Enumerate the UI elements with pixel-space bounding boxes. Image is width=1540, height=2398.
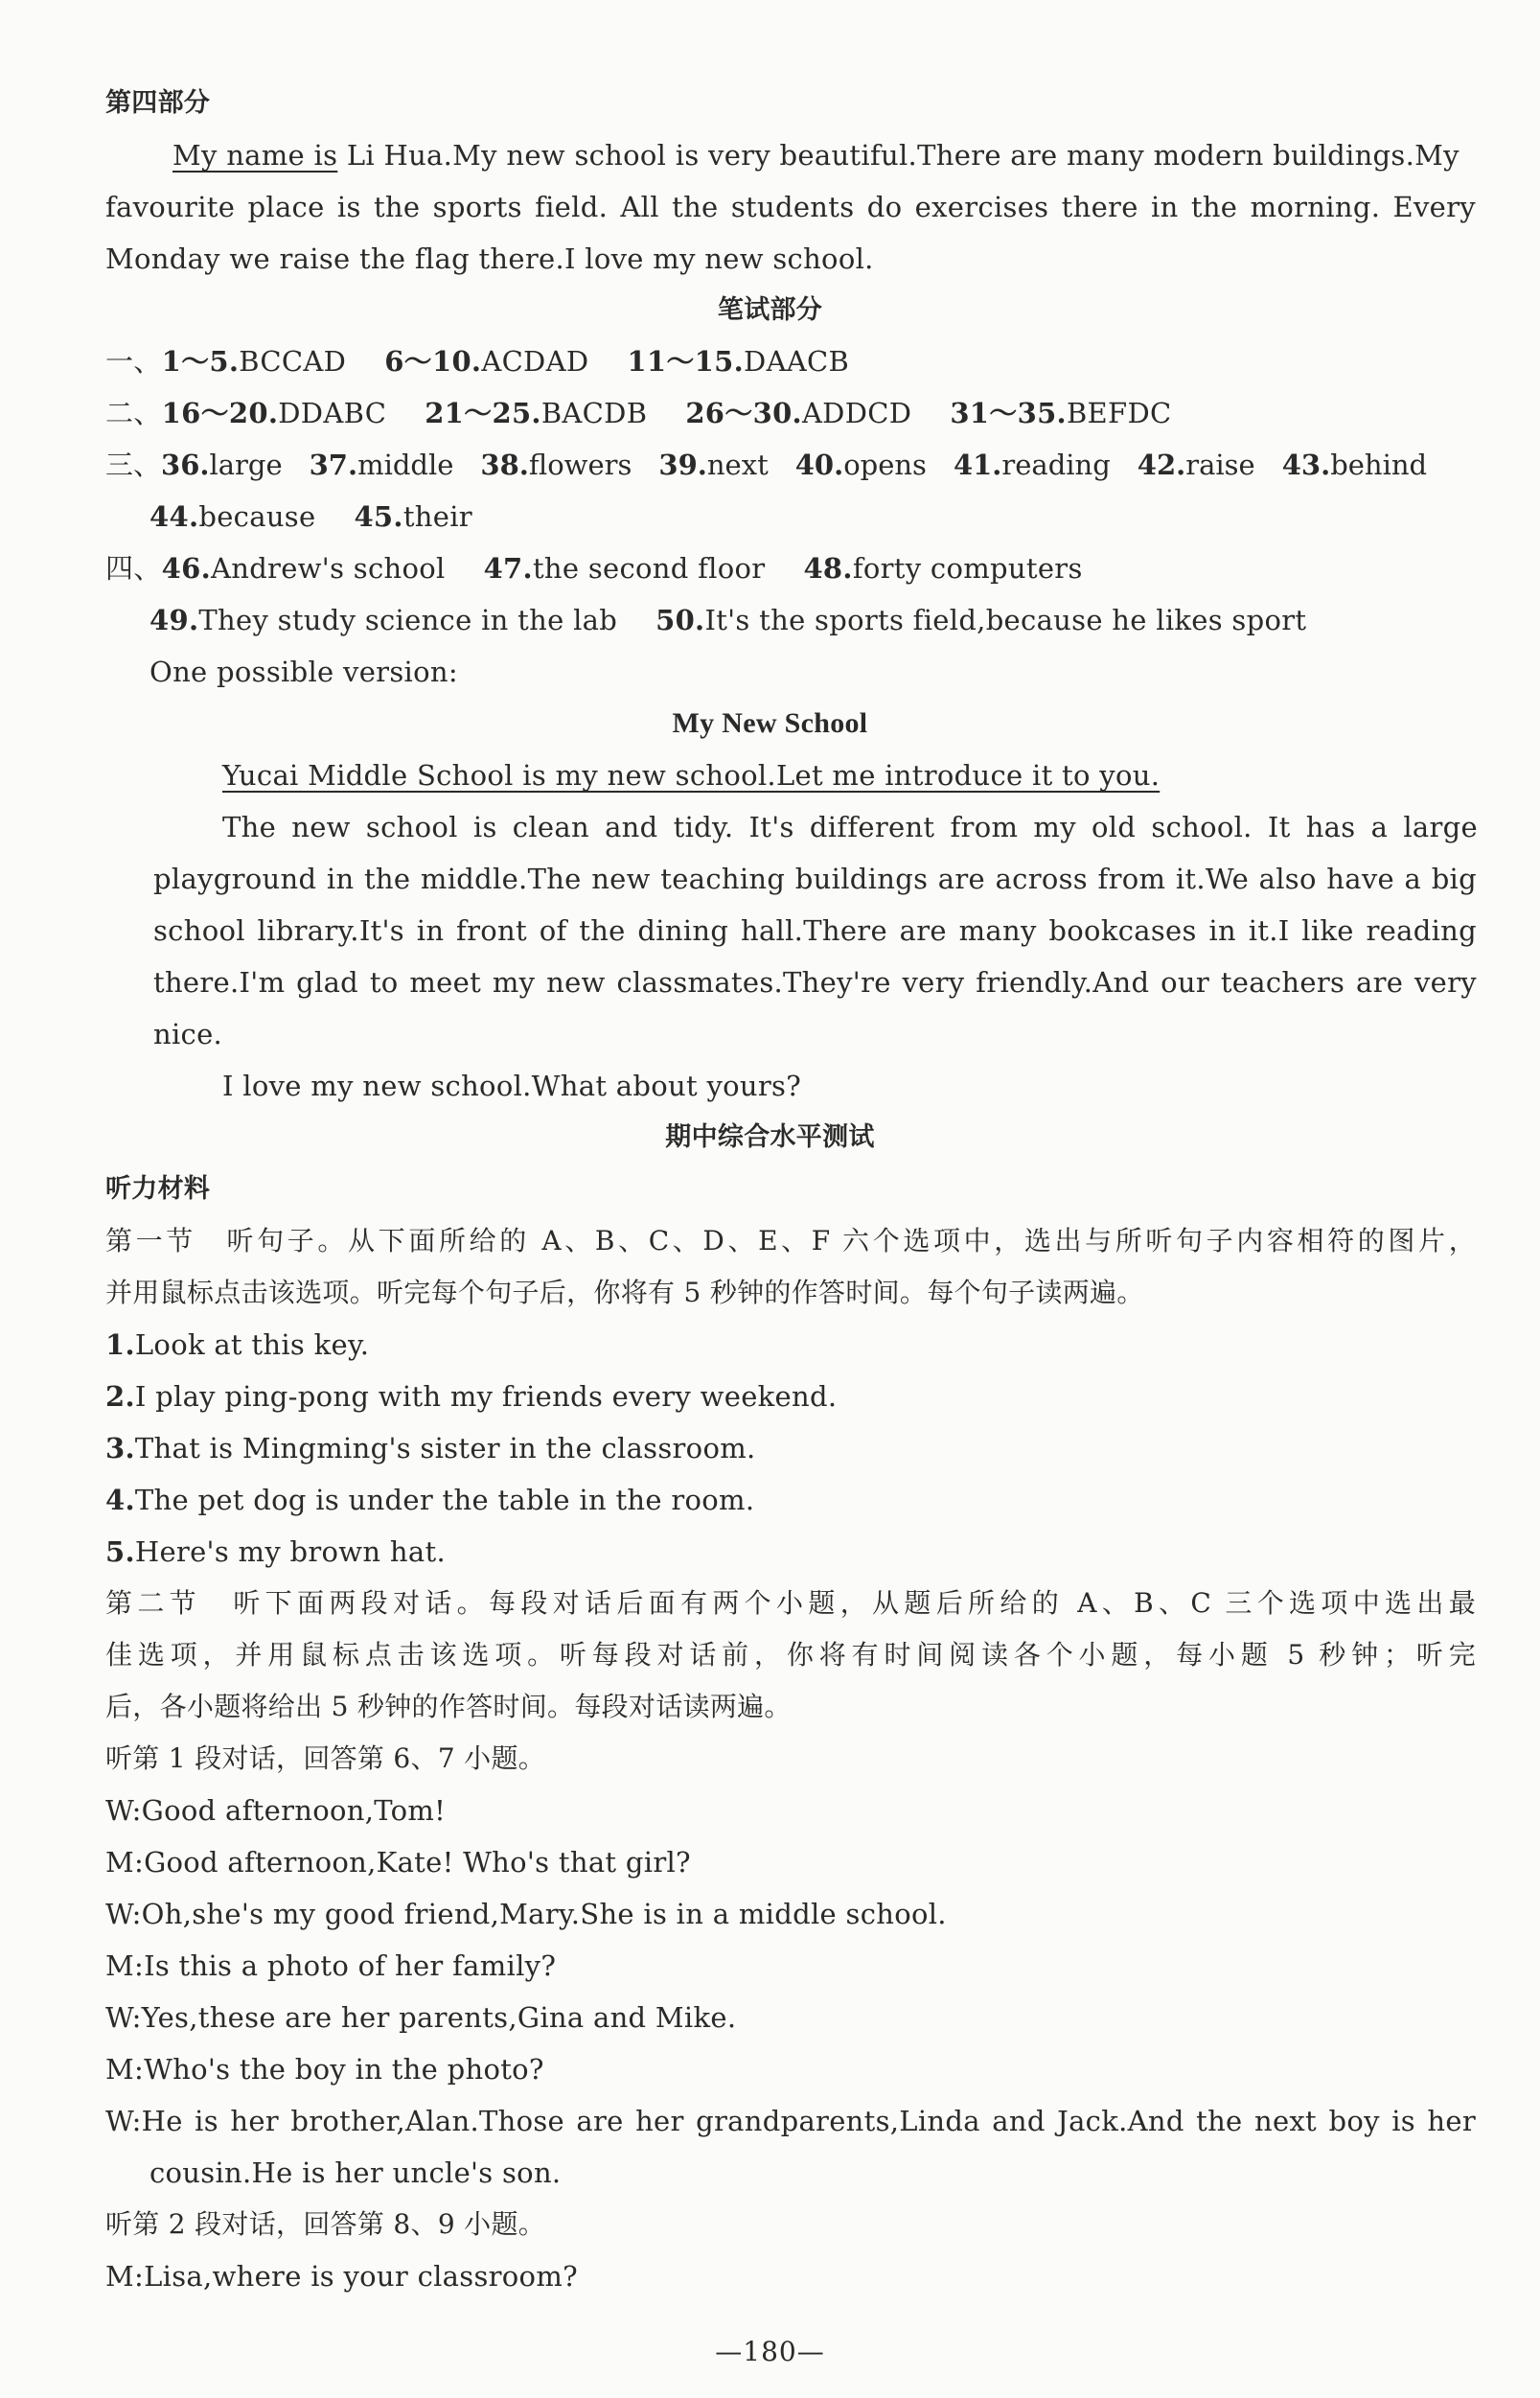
dialogue1-line: M:Who's the boy in the photo? [105, 2053, 544, 2086]
answers-row-3: 三、36.large 37.middle 38.flowers 39.next 40.opens 41.reading 42.raise 43.behind [105, 449, 1428, 481]
sentence-5: 5.Here's my brown hat. [105, 1535, 446, 1568]
sentence-4: 4.The pet dog is under the table in the room. [105, 1484, 755, 1516]
essay-line-2: playground in the middle.The new teaching buildings are across from it.We also have a big [153, 863, 1477, 895]
part4-line-2: favourite place is the sports field. All the students do exercises there in the morning. Every [105, 191, 1476, 223]
dialogue1-line: W:Oh,she's my good friend,Mary.She is in a middle school. [105, 1898, 947, 1930]
dialogue1-line: W:Yes,these are her parents,Gina and Mike. [105, 2001, 737, 2034]
written-heading: 笔试部分 [717, 295, 823, 325]
sentence-1: 1.Look at this key. [105, 1328, 370, 1361]
answers-row-1: 一、1～5.BCCAD 6～10.ACDAD 11～15.DAACB [105, 345, 850, 378]
version-label: One possible version: [149, 656, 458, 688]
answers-row-4: 四、46.Andrew's school 47.the second floor 48.forty computers [105, 552, 1083, 585]
sentence-2: 2.I play ping-pong with my friends every weekend. [105, 1380, 838, 1413]
section2-line-1: 第二节 听下面两段对话。每段对话后面有两个小题，从题后所给的 A、B、C 三个选项中选出最 [105, 1587, 1476, 1619]
essay-closing: I love my new school.What about yours? [222, 1070, 802, 1102]
underlined-prompt: My name is [172, 139, 338, 172]
essay-line-1: The new school is clean and tidy. It's different from my old school. It has a large [222, 811, 1478, 843]
dialogue1-line: M:Good afternoon,Kate! Who's that girl? [105, 1846, 691, 1879]
essay-line-4: there.I'm glad to meet my new classmates.They're very friendly.And our teachers are very [153, 966, 1477, 999]
dialogue1-continuation: cousin.He is her uncle's son. [149, 2156, 562, 2189]
listening-heading: 听力材料 [105, 1174, 211, 1204]
dialogue2-line: M:Lisa,where is your classroom? [105, 2260, 578, 2293]
dialogue1-line: W:Good afternoon,Tom! [105, 1794, 447, 1827]
essay-line-5: nice. [153, 1018, 223, 1050]
essay-intro: Yucai Middle School is my new school.Let me introduce it to you. [222, 759, 1161, 792]
answers-row-3b: 44.because 45.their [149, 500, 472, 533]
part4-line-1: My name is Li Hua.My new school is very beautiful.There are many modern buildings.My [172, 139, 1460, 172]
part4-heading: 第四部分 [105, 88, 211, 118]
section1-line-2: 并用鼠标点击该选项。听完每个句子后，你将有 5 秒钟的作答时间。每个句子读两遍。 [105, 1277, 1144, 1308]
page-number: —180— [715, 2336, 825, 2367]
essay-title: My New School [672, 707, 868, 739]
part4-line-3: Monday we raise the flag there.I love my new school. [105, 242, 874, 275]
dialogue1-label: 听第 1 段对话，回答第 6、7 小题。 [105, 1742, 546, 1774]
dialogue1-line: W:He is her brother,Alan.Those are her grandparents,Linda and Jack.And the next boy is her [105, 2105, 1476, 2137]
essay-line-3: school library.It's in front of the dining hall.There are many bookcases in it.I like reading [153, 914, 1477, 947]
sentence-3: 3.That is Mingming's sister in the classroom. [105, 1432, 756, 1464]
section2-line-3: 后，各小题将给出 5 秒钟的作答时间。每段对话读两遍。 [105, 1691, 792, 1722]
section1-line-1: 第一节 听句子。从下面所给的 A、B、C、D、E、F 六个选项中，选出与所听句子内容相符的图片， [105, 1225, 1476, 1257]
answers-row-2: 二、16～20.DDABC 21～25.BACDB 26～30.ADDCD 31～35.BEFDC [105, 397, 1172, 429]
answers-row-4b: 49.They study science in the lab 50.It's the sports field,because he likes sport [149, 604, 1307, 636]
section2-line-2: 佳选项，并用鼠标点击该选项。听每段对话前，你将有时间阅读各个小题，每小题 5 秒钟；听完 [105, 1639, 1476, 1671]
dialogue1-line: M:Is this a photo of her family? [105, 1949, 557, 1982]
midterm-heading: 期中综合水平测试 [665, 1122, 875, 1152]
dialogue2-label: 听第 2 段对话，回答第 8、9 小题。 [105, 2208, 546, 2240]
